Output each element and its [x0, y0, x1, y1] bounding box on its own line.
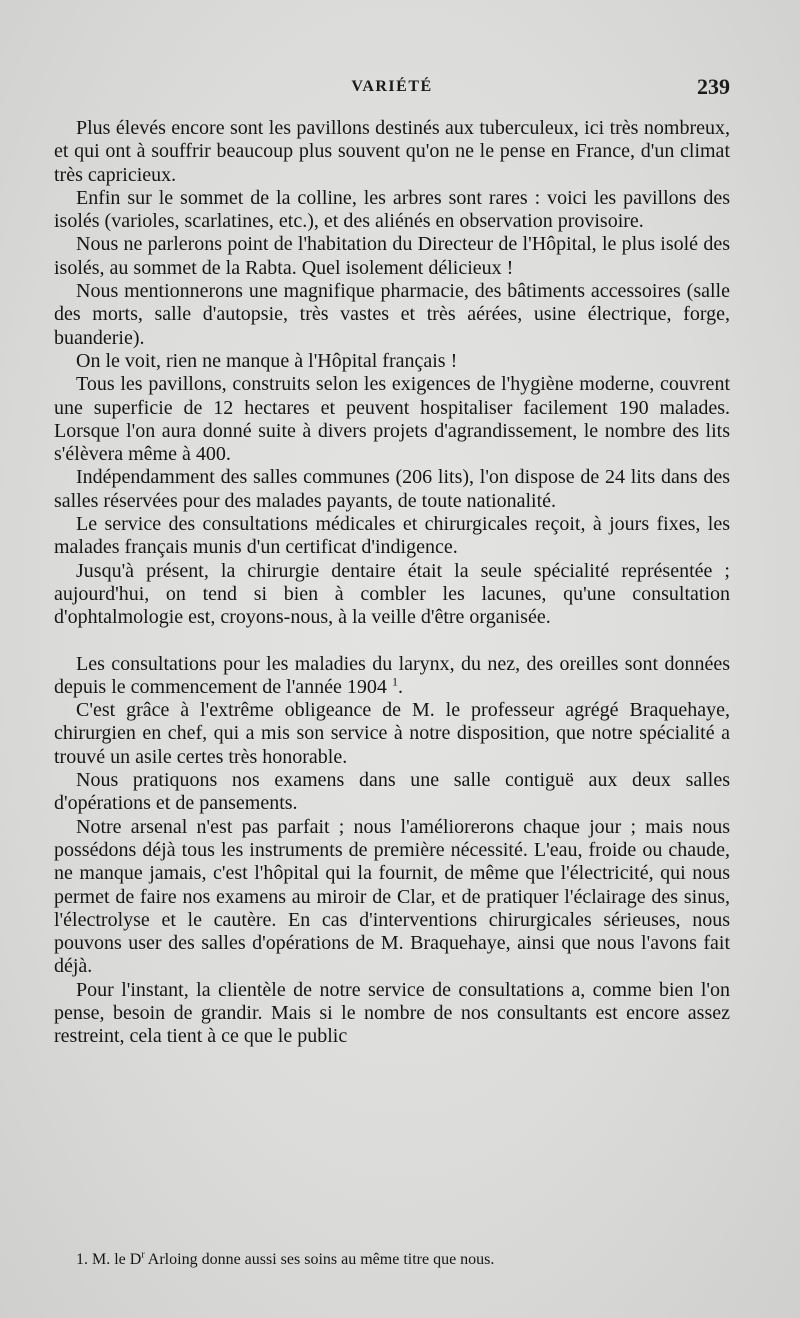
paragraph: Nous pratiquons nos examens dans une salle contiguë aux deux salles d'opérations et de pansements.	[54, 769, 730, 815]
paragraph: Le service des consultations médicales et chirurgicales reçoit, à jours fixes, les malades français munis d'un certificat d'indigence.	[54, 513, 730, 559]
paragraph: Notre arsenal n'est pas parfait ; nous l'améliorerons chaque jour ; mais nous possédons déjà tous les instruments de première nécessité. L'eau, froide ou chaude, ne manque jamais, c'est l'hôpital qui la fournit, de même que l'électricité, qui nous permet de faire nos examens au miroir de Clar, et de pratiquer l'éclairage des sinus, l'électrolyse et le cautère. En cas d'interventions chirurgicales sérieuses, nous pouvons user des salles d'opérations de M. Braquehaye, ainsi que nous l'avons fait déjà.	[54, 815, 730, 978]
paragraph: C'est grâce à l'extrême obligeance de M. le professeur agrégé Braquehaye, chirurgien en chef, qui a mis son service à notre disposition, que notre spécialité a trouvé un asile certes très honorable.	[54, 699, 730, 768]
footnote-number: 1.	[76, 1251, 88, 1268]
paragraph: Nous mentionnerons une magnifique pharmacie, des bâtiments accessoires (salle des morts, salle d'autopsie, très vastes et très aérées, usine électrique, forge, buanderie).	[54, 280, 730, 349]
body-text	[54, 117, 730, 1049]
footnote-text-after: Arloing donne aussi ses soins au même titre que nous.	[144, 1251, 495, 1268]
paragraph: Jusqu'à présent, la chirurgie dentaire était la seule spécialité représentée ; aujourd'hui, on tend si bien à combler les lacunes, qu'une consultation d'ophtalmologie est, croyons-nous, à la veille d'être organisée.	[54, 559, 730, 629]
paragraph-larynx-text: Les consultations pour les maladies du larynx, du nez, des oreilles sont données depuis le commencement de l'année 1904	[54, 652, 730, 698]
paragraph: Pour l'instant, la clientèle de notre service de consultations a, comme bien l'on pense, besoin de grandir. Mais si le nombre de nos consultants est encore assez restreint, cela tient à ce que le public	[54, 978, 730, 1048]
footnote-text-before: M. le D	[92, 1251, 142, 1268]
page-number: 239	[697, 74, 730, 99]
paragraph: Indépendamment des salles communes (206 lits), l'on dispose de 24 lits dans des salles réservées pour des malades payants, de toute nationalité.	[54, 466, 730, 512]
footnote-reference[interactable]: 1	[391, 674, 398, 689]
paragraph: Enfin sur le sommet de la colline, les arbres sont rares : voici les pavillons des isolés (varioles, scarlatines, etc.), et des aliénés en observation provisoire.	[54, 186, 730, 233]
paragraph: Plus élevés encore sont les pavillons destinés aux tuberculeux, ici très nombreux, et qui ont à souffrir beaucoup plus souvent qu'on ne le pense en France, d'un climat très capricieux.	[54, 117, 730, 186]
paragraph: Nous ne parlerons point de l'habitation du Directeur de l'Hôpital, le plus isolé des isolés, au sommet de la Rabta. Quel isolement délicieux !	[54, 233, 730, 279]
paragraph-larynx-end: .	[397, 675, 403, 698]
footnote-superscript: r	[141, 1249, 145, 1261]
paragraph: On le voit, rien ne manque à l'Hôpital français !	[76, 349, 458, 372]
footnote	[54, 1250, 730, 1270]
paragraph: Tous les pavillons, construits selon les exigences de l'hygiène moderne, couvrent une superficie de 12 hectares et peuvent hospitaliser facilement 190 malades. Lorsque l'on aura donné suite à divers projets d'agrandissement, le nombre des lits s'élèvera même à 400.	[54, 373, 730, 466]
page-header	[54, 74, 730, 102]
paragraph-larynx	[54, 653, 730, 700]
running-title: VARIÉTÉ	[351, 78, 433, 95]
